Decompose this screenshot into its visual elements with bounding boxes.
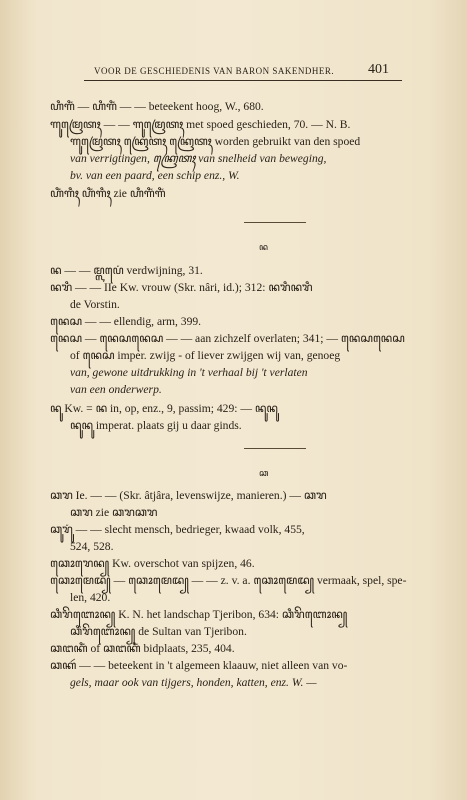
entry-line: ꦕꦶꦫꦼꦧꦺꦴꦤ꧀ K. N. het landschap Tjeribon, 634: ꦕꦶꦫꦼꦧꦺꦴꦤ꧀ bbox=[50, 608, 348, 621]
entry-line: ꦕꦔꦏꦶꦁ of ꦕꦔꦏꦶꦁ bidplaats, 235, 404. bbox=[50, 642, 235, 655]
entry-line: ꦒꦸꦩꦿꦺꦠꦃ ꦏꦿꦺꦠꦃ ꦏꦿꦺꦠꦃ worden gebruikt van den spoed bbox=[70, 135, 361, 148]
entry-line: 524, 528. bbox=[70, 540, 114, 553]
entry-line: gels, maar ook van tijgers, honden, katten, enz. W. — bbox=[70, 676, 317, 689]
entry-line: ꦕꦫ Ie. — — (Skr. âtjâra, levenswijze, manieren.) — ꦕꦫ bbox=[50, 489, 327, 502]
entry-line: ꦤ — — ꦩ꧀ꦭꦥꦺꦁ verdwijning, 31. bbox=[50, 264, 203, 277]
entry-line: ꦲꦶꦒꦶꦁ — ꦲꦶꦒꦶꦁ — — beteekent hoog, W., 680. bbox=[50, 100, 264, 113]
entry-line: van verrigtingen, ꦏꦿꦺꦠꦃ van snelheid van beweging, bbox=[70, 152, 327, 165]
entry-line: ꦕꦫ zie ꦕꦫꦕꦫ bbox=[70, 506, 158, 519]
entry-line: len, 420. bbox=[70, 591, 111, 604]
entry-line: ꦕꦺꦴꦫꦺꦤ꧀ Kw. overschot van spijzen, 46. bbox=[50, 557, 255, 570]
entry-line: ꦒꦸꦩꦿꦺꦠꦃ — — ꦒꦸꦩꦿꦺꦠꦃ met spoed geschieden, 70. — N. B. bbox=[50, 118, 351, 131]
entry-line: ꦲꦶꦁꦒꦶꦃ ꦲꦶꦁꦒꦶꦃ zie ꦲꦶꦒꦶꦁꦒꦶꦁ bbox=[50, 187, 166, 200]
section-glyph: ꦕ bbox=[259, 468, 269, 478]
entry-line: ꦕꦺꦴꦩꦺꦢ꧀ — ꦕꦺꦴꦩꦺꦢ꧀ — — z. v. a. ꦕꦺꦴꦩꦺꦢ꧀ vermaak, spel, spe- bbox=[50, 574, 407, 587]
entry-line: ꦕꦶꦫꦼꦧꦺꦴꦤ꧀ de Sultan van Tjeribon. bbox=[70, 625, 247, 638]
entry-line: ꦤꦸꦤꦸ imperat. plaats gij u daar ginds. bbox=[70, 419, 242, 432]
entry-line: van, gewone uitdrukking in 't verhaal bij 't verlaten bbox=[70, 366, 308, 379]
running-title: VOOR DE GESCHIEDENIS VAN BARON SAKENDHER. bbox=[94, 66, 335, 76]
entry-line: ꦤꦸ Kw. = ꦤ in, op, enz., 9, passim; 429: — ꦤꦸꦤꦸ bbox=[50, 402, 278, 415]
header-rule bbox=[84, 80, 402, 81]
entry-line: of ꦤꦺꦱ imper. zwijg - of liever zwijgen wij van, genoeg bbox=[70, 349, 341, 362]
page-number: 401 bbox=[368, 62, 389, 77]
entry-line: ꦕꦏꦂ — — beteekent in 't algemeen klaauw, niet alleen van vo- bbox=[50, 659, 348, 672]
section-separator bbox=[244, 222, 306, 223]
entry-line: ꦤꦺꦱ — — ellendig, arm, 399. bbox=[50, 315, 202, 328]
entry-line: ꦤꦫꦶ — — IIe Kw. vrouw (Skr. nâri, id.); 312: ꦤꦫꦶꦤꦫꦶ bbox=[50, 281, 313, 294]
entry-line: van een onderwerp. bbox=[70, 383, 162, 396]
section-glyph: ꦤ bbox=[259, 242, 268, 252]
section-separator bbox=[244, 448, 306, 449]
entry-line: de Vorstin. bbox=[70, 298, 120, 311]
entry-line: bv. van een paard, een schip enz., W. bbox=[70, 169, 240, 182]
entry-line: ꦕꦸꦫꦸꦁ — — slecht mensch, bedrieger, kwaad volk, 455, bbox=[50, 523, 305, 536]
entry-line: ꦤꦺꦱ — ꦤꦺꦱꦤꦺꦱ — — aan zichzelf overlaten; 341; — ꦤꦺꦱꦤꦺꦱ bbox=[50, 332, 405, 345]
